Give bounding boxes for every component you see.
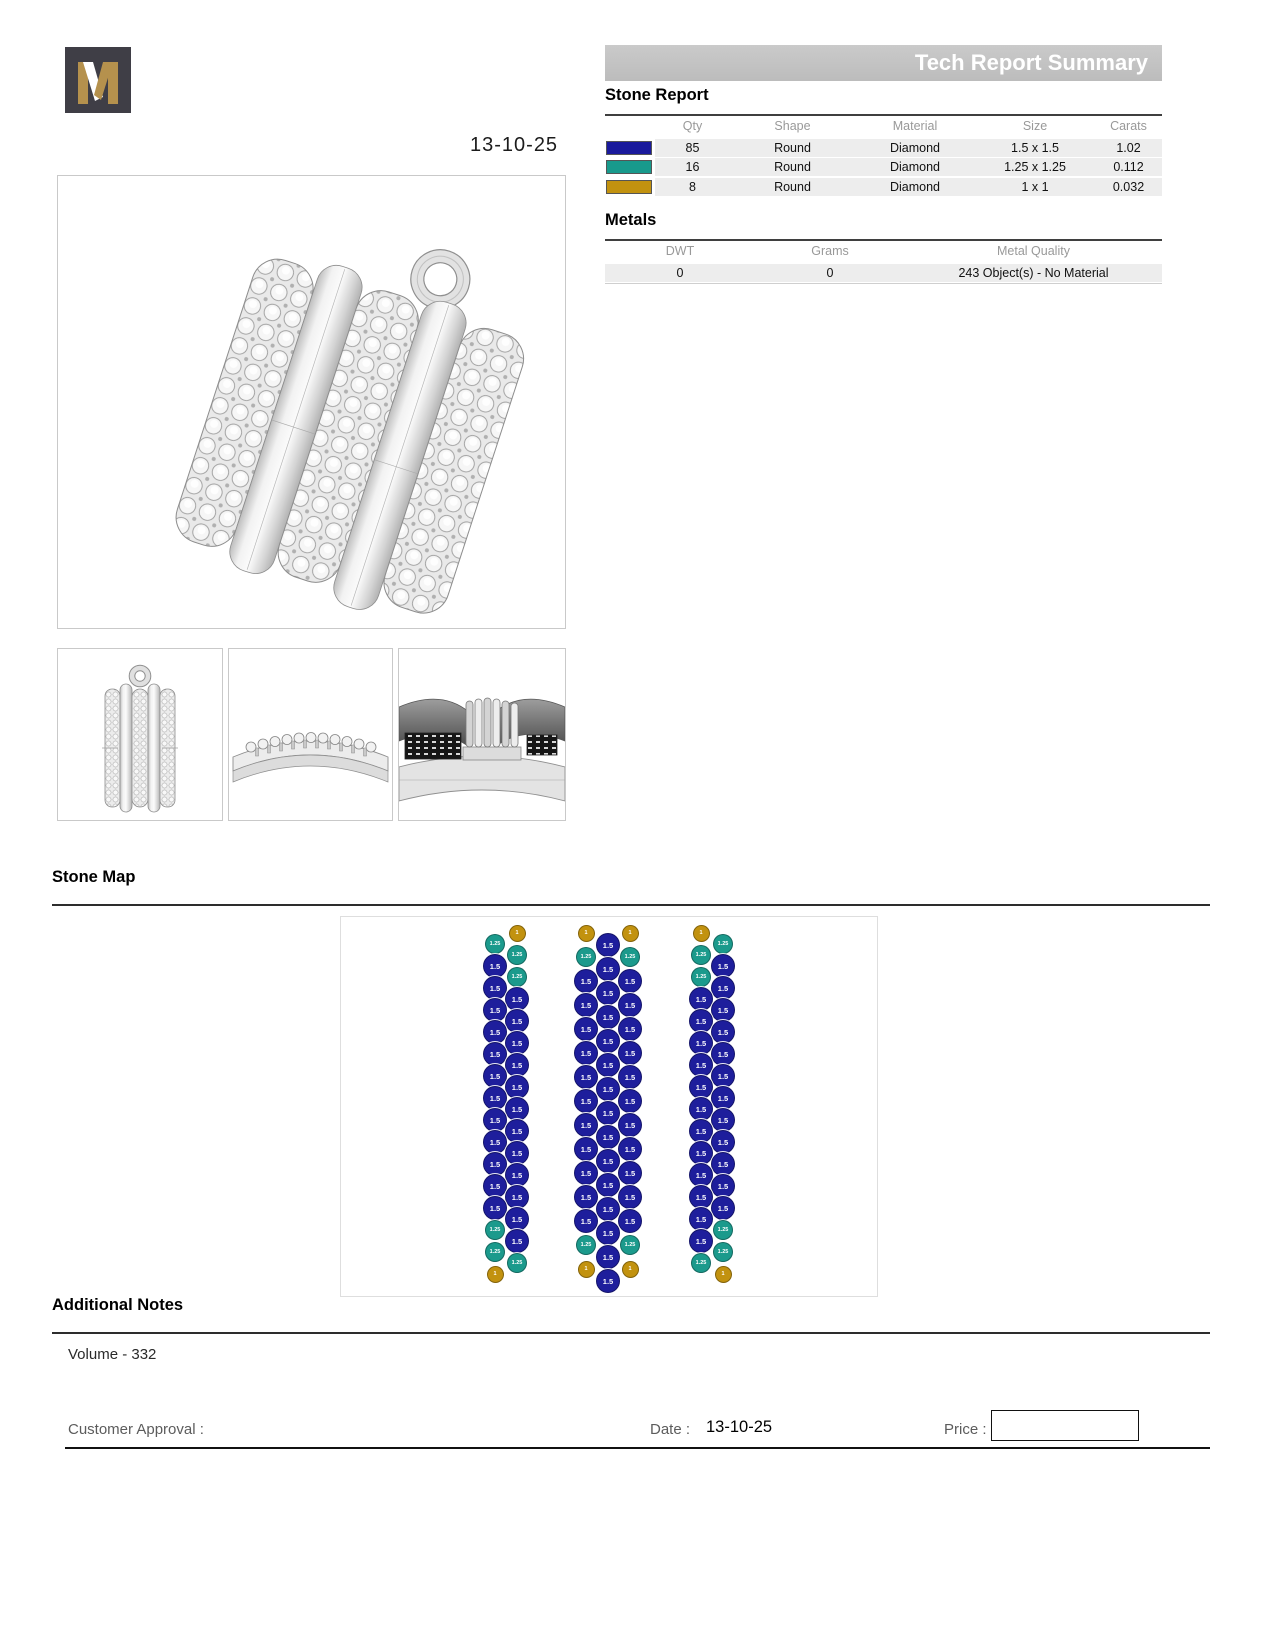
stone-1.5: 1.5 xyxy=(505,1075,529,1099)
stone-1.5: 1.5 xyxy=(505,1097,529,1121)
stone-1.25: 1.25 xyxy=(620,1235,641,1256)
table-bottom-rule xyxy=(605,283,1162,284)
stone-1.5: 1.5 xyxy=(505,1009,529,1033)
stone-1.5: 1.5 xyxy=(711,998,735,1022)
stone-1: 1 xyxy=(715,1266,732,1283)
cell-carats: 1.02 xyxy=(1116,140,1141,155)
stone-1: 1 xyxy=(622,1261,639,1278)
stone-1.5: 1.5 xyxy=(483,998,507,1022)
table-row xyxy=(605,178,1162,196)
thumbnail-front-view xyxy=(57,648,223,821)
stone-1.5: 1.5 xyxy=(596,1149,620,1173)
stone-1.5: 1.5 xyxy=(596,1221,620,1245)
stone-1: 1 xyxy=(693,925,710,942)
company-logo xyxy=(65,47,131,113)
stone-1.5: 1.5 xyxy=(689,1031,713,1055)
cell-shape: Round xyxy=(774,179,811,194)
stone-1.5: 1.5 xyxy=(505,1163,529,1187)
stone-1.25: 1.25 xyxy=(620,947,641,968)
col-grams: Grams xyxy=(811,244,849,258)
stone-1.25: 1.25 xyxy=(691,945,712,966)
stone-1.5: 1.5 xyxy=(596,1005,620,1029)
stone-1.5: 1.5 xyxy=(505,1053,529,1077)
table-row xyxy=(605,158,1162,176)
stone-1.5: 1.5 xyxy=(505,1119,529,1143)
thumbnail-profile-view xyxy=(228,648,393,821)
stone-report-heading: Stone Report xyxy=(605,86,709,104)
cell-qty: 16 xyxy=(685,160,700,174)
stone-report-header-row xyxy=(605,116,1162,137)
cell-size: 1.25 x 1.25 xyxy=(1004,160,1066,174)
main-render-image xyxy=(57,175,566,629)
stone-1.5: 1.5 xyxy=(689,1097,713,1121)
stone-1.25: 1.25 xyxy=(507,945,528,966)
stone-1.5: 1.5 xyxy=(689,1075,713,1099)
stone-1.5: 1.5 xyxy=(574,1065,598,1089)
stone-1.5: 1.5 xyxy=(574,969,598,993)
stone-1.25: 1.25 xyxy=(576,947,597,968)
stone-1.5: 1.5 xyxy=(618,993,642,1017)
stone-1.5: 1.5 xyxy=(505,987,529,1011)
stone-report-table xyxy=(605,114,1162,196)
signature-line[interactable] xyxy=(65,1447,1210,1449)
stone-1.25: 1.25 xyxy=(691,967,712,988)
stone-color-swatch xyxy=(606,180,652,194)
cell-material: Diamond xyxy=(889,179,941,194)
stone-1.25: 1.25 xyxy=(576,1235,597,1256)
pendant-render xyxy=(58,176,565,628)
stone-1.5: 1.5 xyxy=(483,1042,507,1066)
customer-approval-label: Customer Approval : xyxy=(68,1421,204,1438)
stone-1: 1 xyxy=(487,1266,504,1283)
stone-1.5: 1.5 xyxy=(711,1086,735,1110)
stone-1.5: 1.5 xyxy=(505,1185,529,1209)
stone-1.5: 1.5 xyxy=(574,1089,598,1113)
logo-m-icon xyxy=(65,47,131,113)
stone-map-heading: Stone Map xyxy=(52,868,136,886)
metals-table xyxy=(605,239,1162,284)
stone-1.5: 1.5 xyxy=(711,1196,735,1220)
stone-color-swatch xyxy=(606,160,652,174)
stone-1.5: 1.5 xyxy=(689,1185,713,1209)
col-dwt: DWT xyxy=(665,244,695,258)
stone-1.5: 1.5 xyxy=(711,1130,735,1154)
cell-grams: 0 xyxy=(826,265,834,280)
stone-1.5: 1.5 xyxy=(596,933,620,957)
stone-1.5: 1.5 xyxy=(596,1197,620,1221)
stone-1.5: 1.5 xyxy=(505,1229,529,1253)
stone-1.5: 1.5 xyxy=(618,1161,642,1185)
stone-1.5: 1.5 xyxy=(574,1137,598,1161)
metals-header-row xyxy=(605,241,1162,262)
col-material: Material xyxy=(892,119,938,133)
stone-1.5: 1.5 xyxy=(618,1089,642,1113)
stone-1.5: 1.5 xyxy=(596,1245,620,1269)
stone-1.5: 1.5 xyxy=(711,1042,735,1066)
cell-qty: 8 xyxy=(689,179,696,194)
stone-1.5: 1.5 xyxy=(596,1125,620,1149)
stone-1.5: 1.5 xyxy=(574,993,598,1017)
stone-1.5: 1.5 xyxy=(596,1029,620,1053)
additional-notes-heading: Additional Notes xyxy=(52,1296,184,1314)
stone-1.5: 1.5 xyxy=(711,1064,735,1088)
stone-1.5: 1.5 xyxy=(618,1113,642,1137)
report-title: Tech Report Summary xyxy=(914,50,1148,75)
pendant-front-thumb xyxy=(58,649,222,820)
stone-1.25: 1.25 xyxy=(507,967,528,988)
stone-1.5: 1.5 xyxy=(596,957,620,981)
stone-1.25: 1.25 xyxy=(485,934,506,955)
stone-1.5: 1.5 xyxy=(689,987,713,1011)
price-label: Price : xyxy=(944,1421,987,1438)
stone-1.5: 1.5 xyxy=(505,1207,529,1231)
col-shape: Shape xyxy=(774,119,811,133)
stone-1: 1 xyxy=(578,925,595,942)
cell-material: Diamond xyxy=(889,140,941,155)
stone-1.5: 1.5 xyxy=(483,976,507,1000)
stone-1.5: 1.5 xyxy=(483,1108,507,1132)
stone-1.5: 1.5 xyxy=(689,1229,713,1253)
report-title-bar xyxy=(605,45,1162,81)
table-row xyxy=(605,264,1162,282)
stone-1.5: 1.5 xyxy=(596,1173,620,1197)
col-size: Size xyxy=(1022,119,1048,133)
stone-1.5: 1.5 xyxy=(483,1064,507,1088)
cell-shape: Round xyxy=(774,140,811,155)
stone-1.5: 1.5 xyxy=(483,1086,507,1110)
stone-1.5: 1.5 xyxy=(574,1113,598,1137)
stone-1: 1 xyxy=(622,925,639,942)
cell-material: Diamond xyxy=(889,160,941,174)
stone-1.5: 1.5 xyxy=(711,1020,735,1044)
stone-1.5: 1.5 xyxy=(596,1101,620,1125)
stone-1: 1 xyxy=(509,925,526,942)
stone-1.5: 1.5 xyxy=(711,976,735,1000)
stone-1.5: 1.5 xyxy=(483,1152,507,1176)
stone-1.5: 1.5 xyxy=(689,1141,713,1165)
cell-size: 1 x 1 xyxy=(1021,179,1049,194)
stone-1.5: 1.5 xyxy=(483,1020,507,1044)
metals-rows xyxy=(605,264,1162,282)
stone-1.5: 1.5 xyxy=(711,954,735,978)
stone-map-rule xyxy=(52,904,1210,906)
cell-size: 1.5 x 1.5 xyxy=(1011,140,1059,155)
stone-1.5: 1.5 xyxy=(711,1108,735,1132)
table-row xyxy=(605,139,1162,157)
stone-1.25: 1.25 xyxy=(485,1220,506,1241)
date-value: 13-10-25 xyxy=(706,1418,773,1436)
stone-1.5: 1.5 xyxy=(574,1041,598,1065)
stone-1.25: 1.25 xyxy=(691,1253,712,1274)
design-date: 13-10-25 xyxy=(470,134,559,156)
stone-1.5: 1.5 xyxy=(483,954,507,978)
date-label: Date : xyxy=(650,1421,691,1438)
stone-1.5: 1.5 xyxy=(689,1119,713,1143)
stone-1.5: 1.5 xyxy=(574,1161,598,1185)
stone-1.5: 1.5 xyxy=(618,969,642,993)
stone-1.5: 1.5 xyxy=(689,1163,713,1187)
stone-1.5: 1.5 xyxy=(505,1031,529,1055)
cell-qty: 85 xyxy=(685,140,700,155)
stone-1.5: 1.5 xyxy=(483,1174,507,1198)
additional-notes-rule xyxy=(52,1332,1210,1334)
volume-note: Volume - 332 xyxy=(68,1346,157,1363)
col-carats: Carats xyxy=(1110,119,1147,133)
metals-heading: Metals xyxy=(605,211,657,229)
pendant-profile-thumb xyxy=(229,649,392,820)
stone-1.5: 1.5 xyxy=(574,1185,598,1209)
stone-color-swatch xyxy=(606,141,652,155)
cell-carats: 0.032 xyxy=(1112,179,1145,194)
stone-1.5: 1.5 xyxy=(596,1053,620,1077)
stone-1: 1 xyxy=(578,1261,595,1278)
stone-map-diagram xyxy=(340,916,878,1297)
stone-1.5: 1.5 xyxy=(596,1077,620,1101)
col-qty: Qty xyxy=(682,119,703,133)
stone-1.5: 1.5 xyxy=(689,1207,713,1231)
stone-1.5: 1.5 xyxy=(505,1141,529,1165)
stone-report-rows xyxy=(605,139,1162,196)
stone-1.5: 1.5 xyxy=(618,1017,642,1041)
stone-1.25: 1.25 xyxy=(507,1253,528,1274)
thumbnail-closeup-view xyxy=(398,648,566,821)
stone-1.5: 1.5 xyxy=(711,1152,735,1176)
stone-1.5: 1.5 xyxy=(711,1174,735,1198)
stone-1.25: 1.25 xyxy=(713,934,734,955)
stone-1.5: 1.5 xyxy=(483,1196,507,1220)
stone-1.25: 1.25 xyxy=(713,1242,734,1263)
price-input-box[interactable] xyxy=(991,1410,1139,1441)
stone-1.25: 1.25 xyxy=(485,1242,506,1263)
cell-shape: Round xyxy=(774,160,811,174)
stone-1.5: 1.5 xyxy=(618,1041,642,1065)
stone-1.5: 1.5 xyxy=(618,1185,642,1209)
stone-1.5: 1.5 xyxy=(689,1053,713,1077)
stone-1.5: 1.5 xyxy=(574,1017,598,1041)
stone-1.5: 1.5 xyxy=(689,1009,713,1033)
stone-1.5: 1.5 xyxy=(483,1130,507,1154)
stone-1.5: 1.5 xyxy=(618,1137,642,1161)
pendant-closeup-thumb xyxy=(399,649,565,820)
col-metal-quality: Metal Quality xyxy=(997,244,1070,258)
stone-1.5: 1.5 xyxy=(618,1209,642,1233)
stone-1.5: 1.5 xyxy=(596,981,620,1005)
cell-quality: 243 Object(s) - No Material xyxy=(958,265,1109,280)
stone-1.5: 1.5 xyxy=(618,1065,642,1089)
stone-1.5: 1.5 xyxy=(596,1269,620,1293)
stone-1.25: 1.25 xyxy=(713,1220,734,1241)
cell-carats: 0.112 xyxy=(1113,160,1144,174)
cell-dwt: 0 xyxy=(676,265,684,280)
stone-1.5: 1.5 xyxy=(574,1209,598,1233)
